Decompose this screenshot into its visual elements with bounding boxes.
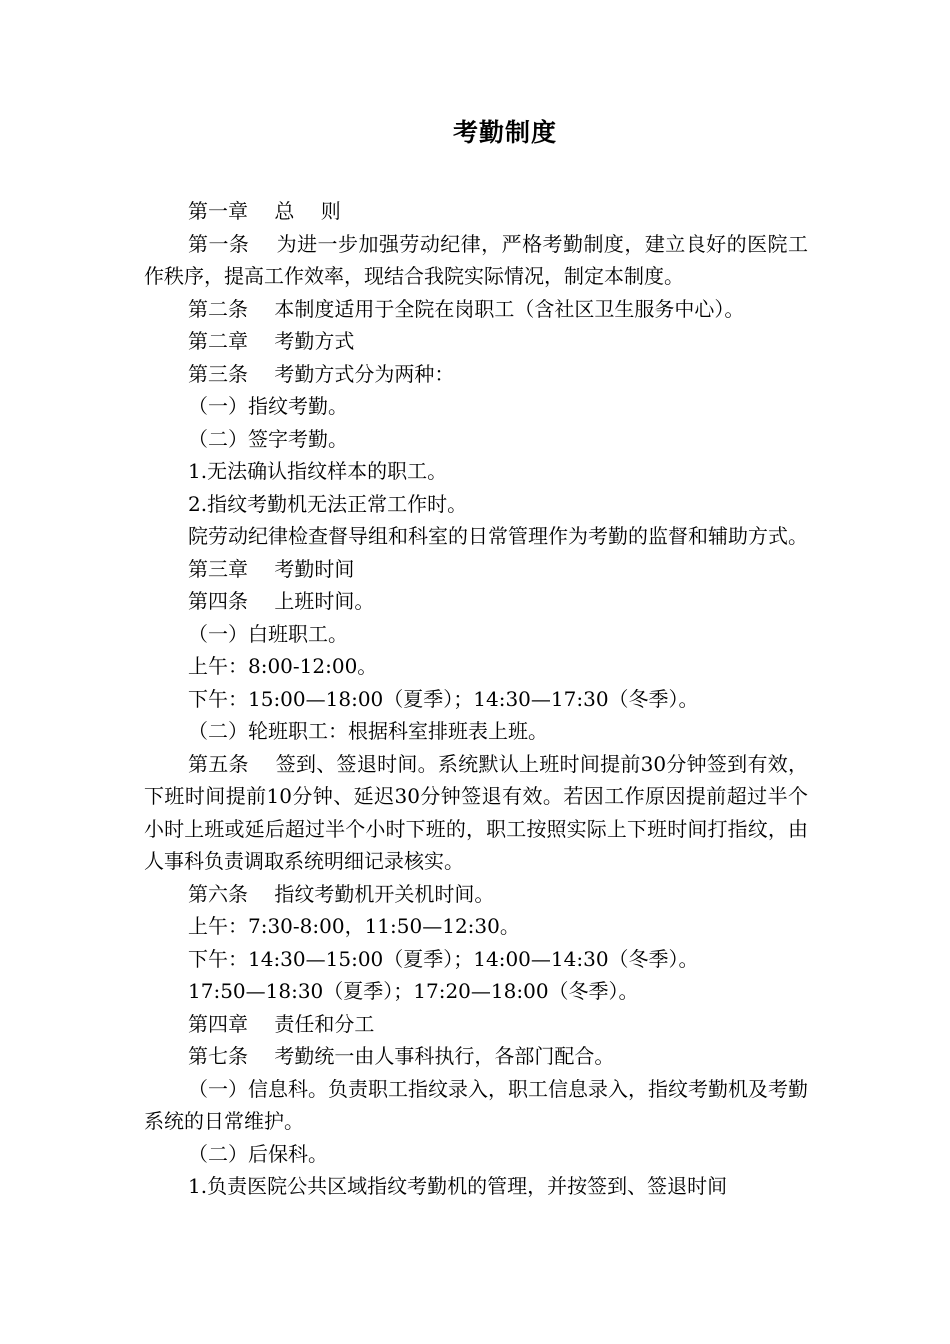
paragraph: 第七条 考勤统一由人事科执行，各部门配合。 bbox=[188, 1044, 615, 1068]
paragraph: （二）后保科。 bbox=[188, 1141, 328, 1166]
paragraph: 17:50—18:30（夏季）；17:20—18:00（冬季）。 bbox=[188, 979, 639, 1003]
paragraph: （一）信息科。负责职工指纹录入，职工信息录入，指纹考勤机及考勤系统的日常维护。 bbox=[144, 1076, 808, 1133]
paragraph: 下午：14:30—15:00（夏季）；14:00—14:30（冬季）。 bbox=[188, 946, 699, 971]
paragraph: （一）指纹考勤。 bbox=[188, 394, 348, 418]
paragraph: 第二条 本制度适用于全院在岗职工（含社区卫生服务中心）。 bbox=[188, 296, 745, 321]
paragraph: 1.负责医院公共区域指纹考勤机的管理，并按签到、签退时间 bbox=[188, 1174, 728, 1198]
paragraph: 上午：8:00-12:00。 bbox=[188, 654, 378, 678]
paragraph: （一）白班职工。 bbox=[188, 621, 348, 646]
paragraph: 第三条 考勤方式分为两种： bbox=[188, 361, 455, 386]
paragraph: 第一条 为进一步加强劳动纪律，严格考勤制度，建立良好的医院工作秩序，提高工作效率，现结合我院实际情况，制定本制度。 bbox=[144, 231, 808, 288]
paragraph: 第六条 指纹考勤机开关机时间。 bbox=[188, 881, 495, 906]
paragraph: 1.无法确认指纹样本的职工。 bbox=[188, 459, 448, 483]
paragraph: 院劳动纪律检查督导组和科室的日常管理作为考勤的监督和辅助方式。 bbox=[188, 524, 808, 548]
paragraph: 上午：7:30-8:00，11:50—12:30。 bbox=[188, 914, 520, 938]
paragraph: 第一章 总 则 bbox=[188, 199, 341, 223]
paragraph: 第二章 考勤方式 bbox=[188, 329, 355, 353]
document-title: 考勤制度 bbox=[452, 118, 557, 147]
document-body bbox=[144, 195, 808, 1203]
paragraph: 第四章 责任和分工 bbox=[188, 1011, 375, 1036]
paragraph: （二）轮班职工：根据科室排班表上班。 bbox=[188, 719, 548, 743]
paragraph: 第四条 上班时间。 bbox=[188, 589, 375, 613]
paragraph: 第五条 签到、签退时间。系统默认上班时间提前30分钟签到有效，下班时间提前10分钟、延迟30分钟签退有效。若因工作原因提前超过半个小时上班或延后超过半个小时下班的，职工按照实际上下班时间打指纹，由人事科负责调取系统明细记录核实。 bbox=[144, 751, 808, 873]
paragraph: （二）签字考勤。 bbox=[188, 426, 348, 451]
paragraph: 2.指纹考勤机无法正常工作时。 bbox=[188, 491, 468, 516]
paragraph: 第三章 考勤时间 bbox=[188, 556, 355, 581]
paragraph: 下午：15:00—18:00（夏季）；14:30—17:30（冬季）。 bbox=[188, 686, 699, 711]
